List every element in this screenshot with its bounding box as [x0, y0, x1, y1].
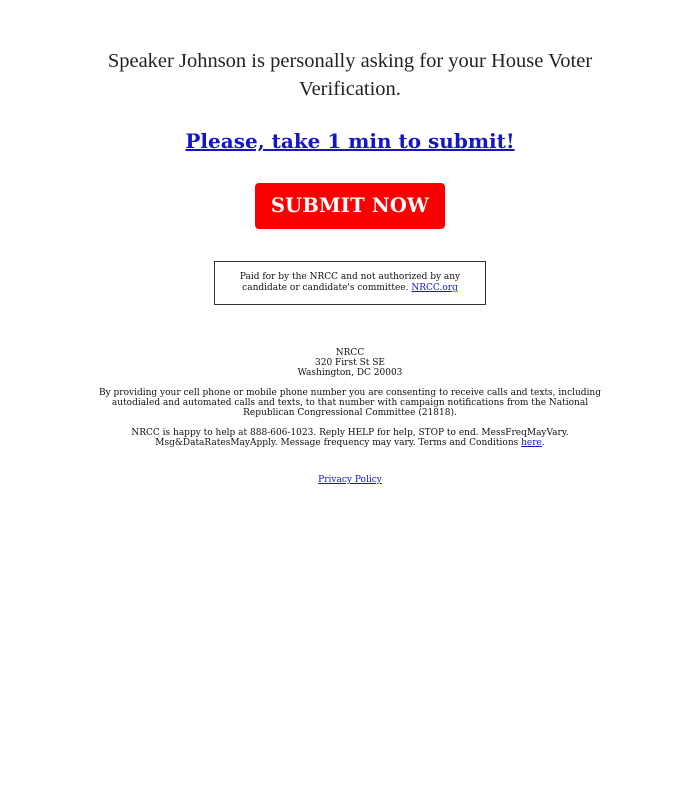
address-org: NRCC: [335, 348, 365, 358]
nrcc-org-link[interactable]: NRCC.org: [411, 283, 458, 293]
footer: [95, 348, 605, 448]
headline: Speaker Johnson is personally asking for your House Voter Verification.: [107, 50, 593, 100]
privacy-section: [0, 475, 700, 486]
terms-period: .: [541, 438, 545, 448]
submit-now-button[interactable]: SUBMIT NOW: [255, 183, 445, 229]
terms-here-link[interactable]: here: [521, 438, 542, 448]
sms-consent-text: By providing your cell phone or mobile phone number you are consenting to receive calls and texts, including autodialed and automated calls and texts, to that number with campaign notifications from the National Republican Congressional Committee (21818).: [98, 388, 601, 418]
cta-paragraph: [0, 127, 700, 155]
help-text-paragraph: [95, 428, 605, 448]
take-1-min-link[interactable]: Please, take 1 min to submit!: [185, 129, 515, 153]
mailing-address: [95, 348, 605, 378]
paid-for-disclaimer-box: [214, 261, 486, 305]
address-street: 320 First St SE: [315, 358, 385, 368]
paid-for-text: Paid for by the NRCC and not authorized by any candidate or candidate's committee.: [239, 272, 461, 293]
help-text: NRCC is happy to help at 888-606-1023. Reply HELP for help, STOP to end. MessFreqMayVary. Msg&DataRatesMayApply. Message frequency may vary. Terms and Conditions: [131, 428, 569, 448]
address-city: Washington, DC 20003: [297, 368, 403, 378]
privacy-policy-link[interactable]: Privacy Policy: [318, 475, 382, 485]
